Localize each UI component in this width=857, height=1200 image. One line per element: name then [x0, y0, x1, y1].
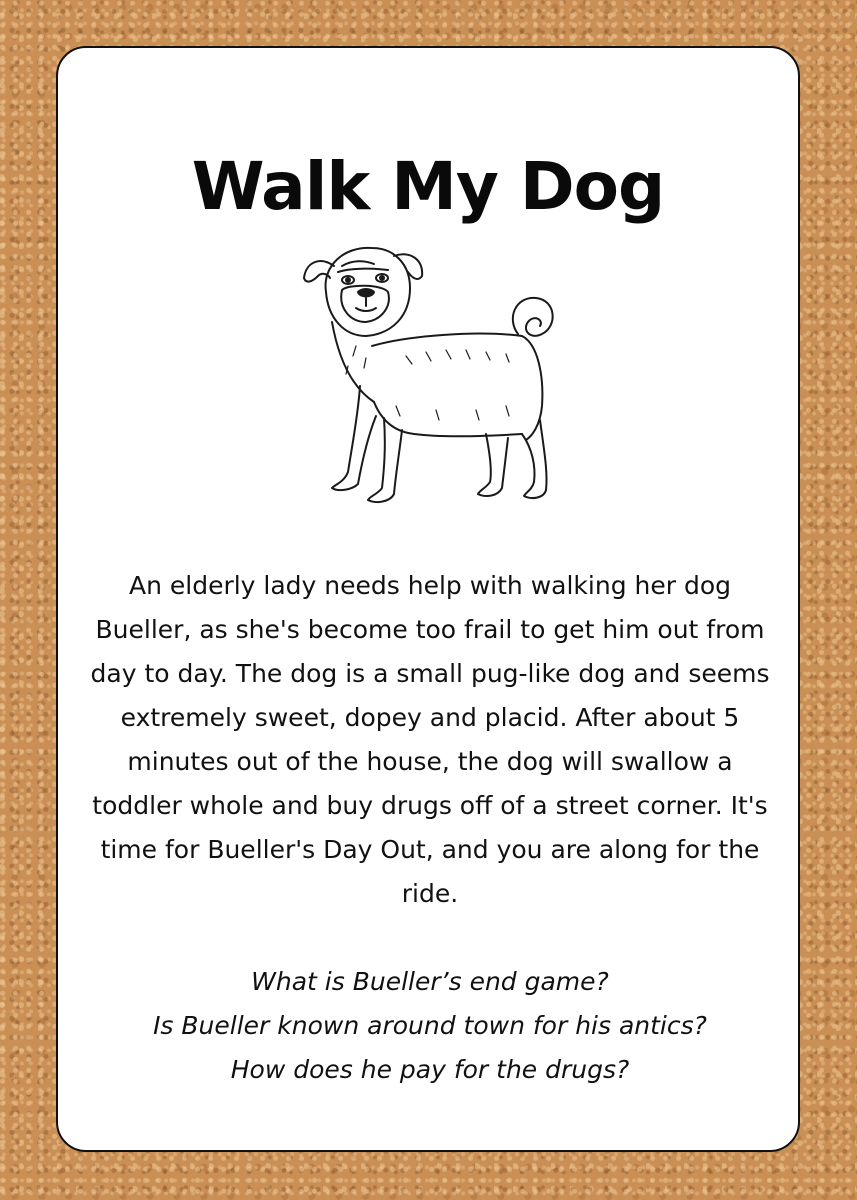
question-item: Is Bueller known around town for his antics? — [153, 1011, 707, 1040]
card — [56, 46, 800, 1152]
question-item: What is Bueller’s end game? — [251, 967, 609, 996]
question-item: How does he pay for the drugs? — [230, 1055, 630, 1084]
description-text: An elderly lady needs help with walking her dog Bueller, as she's become too frail to get him out from day to day. The dog is a small pug-like dog and seems extremely sweet, dopey and placid. After about 5 minutes out of the house, the dog will swallow a toddler whole and buy drugs off of a street corner. It's time for Bueller's Day Out, and you are along for the ride. — [90, 571, 770, 908]
card-title: Walk My Dog — [191, 148, 665, 225]
pug-dog-illustration — [286, 226, 586, 526]
questions-list — [80, 960, 780, 1092]
